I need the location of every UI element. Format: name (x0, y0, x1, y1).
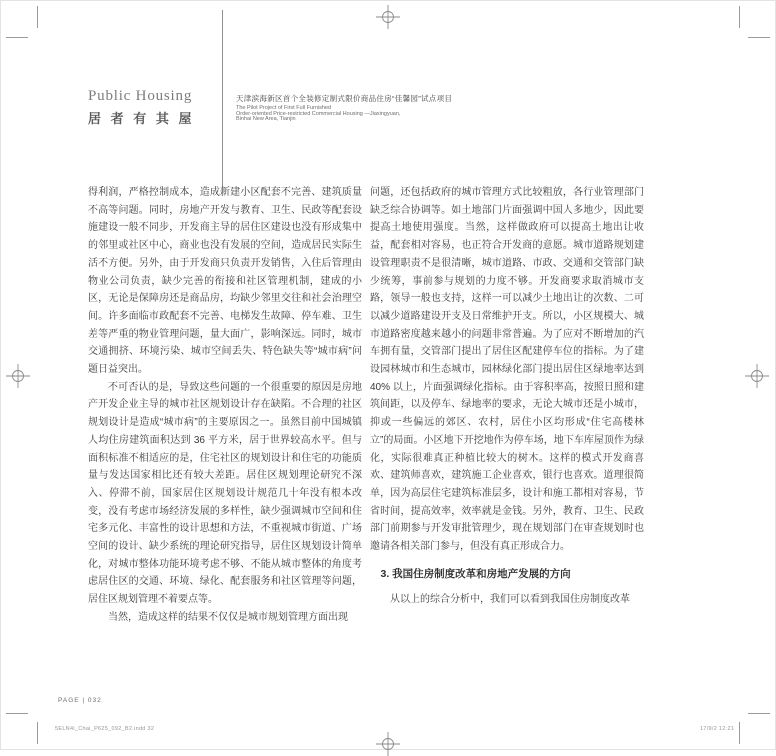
registration-mark-icon (6, 364, 30, 388)
crop-mark-top-left-h (6, 37, 28, 38)
body-paragraph: 不可否认的是，导致这些问题的一个很重要的原因是房地产开发企业主导的城市社区规划设计存在缺陷。不合理的社区规划设计是造成“城市病”的主要原因之一。虽然目前中国城镇人均住房建筑面积达到 36 平方米，居于世界较高水平。但与面积标准不相适应的是，住宅社区的规划设计和住宅的功能质量与发达国家相比还有较大差距。居住区规划理论研究不深入、停滞不前，国家居住区规划设计规范几十年没有根本改变，没有考虑市场经济发展的多样性，缺少强调城市空间和住宅多元化、丰富性的设计思想和方法，不重视城市街道、广场空间的设计、缺少系统的理论研究指导，居住区规划设计简单化，对城市整体功能环境考虑不够、不能从城市整体的角度考虑居住区的交通、环境、绿化、配套服务和社区管理等问题，居住区规划管理不着要点等。 (88, 381, 362, 606)
body-columns (88, 184, 644, 627)
body-paragraph: 得利润，严格控制成本，造成新建小区配套不完善、建筑质量不高等问题。同时，房地产开发与教育、卫生、民政等配套设施建设一般不同步，开发商主导的居住区建设也没有形成集中的邻里或社区中心，商业也没有发展的空间，造成居民实际生活不方便。另外，由于开发商只负责开发销售，入住后管理由物业公司负责，缺少完善的衔接和社区管理机制，建成的小区，无论是保障房还是商品房，均缺少邻里交往和社会治理空间。许多面临市政配套不完善、电梯发生故障、停车难、卫生差等严重的物业管理问题，量大面广，影响深远。同时，城市交通拥挤、环境污染、城市空间丢失、特色缺失等“城市病”问题日益突出。 (88, 187, 362, 376)
crop-mark-bottom-right-h (748, 713, 770, 714)
project-title-english-line: Order-oriented Price-restricted Commercial Housing —Jiaxingyuan, (236, 110, 401, 117)
registration-mark-icon (376, 732, 400, 756)
body-paragraph: 问题，还包括政府的城市管理方式比较粗放，各行业管理部门缺乏综合协调等。如土地部门片面强调中国人多地少，因此要提高土地使用强度。当然，这样做政府可以提高土地出让收益，配套相对容易，也正符合开发商的意愿。城市道路规划建设管理职责不是很清晰，城市道路、市政、交通和交管部门缺少统筹，事前参与规划的力度不够。开发商要求取消城市支路，领导一般也支持，这样一可以减少土地出让的次数、二可以减少道路建设开支及日常维护开支。所以，小区规模大、城市道路密度越来越小的问题非常普遍。为了应对不断增加的汽车拥有量，交管部门提出了居住区配建停车位的指标。为了建设园林城市和生态城市，园林绿化部门提出居住区绿地率达到 40% 以上，片面强调绿化指标。由于容积率高，按照日照和建筑间距，以及停车、绿地率的要求，无论大城市还是小城市，抑或一些偏远的郊区、农村，居住小区均形成“住宅高楼林立”的局面。小区地下开挖地作为停车场，地下车库屋顶作为绿化，实际很难真正种植比较大的树木。这样的模式开发商喜欢、建筑师喜欢，建筑施工企业喜欢，银行也喜欢。道理很简单，因为高层住宅建筑标准层多，设计和施工都相对容易，节省时间，提高效率，效率就是金钱。另外，教育、卫生、民政部门前期参与开发审批管理少，现在规划部门在审查规划时也邀请各相关部门参与，但没有真正形成合力。 (370, 187, 644, 553)
crop-mark-top-left-v (37, 6, 38, 28)
section-heading: 3. 我国住房制度改革和房地产发展的方向 (380, 567, 571, 580)
body-paragraph: 当然，造成这样的结果不仅仅是城市规划管理方面出现 (108, 611, 348, 623)
right-column (370, 184, 644, 627)
project-title-english (236, 106, 400, 123)
left-column (88, 184, 362, 627)
series-title-english: Public Housing (88, 88, 193, 104)
crop-mark-bottom-left-h (6, 713, 28, 714)
print-slug-timestamp: 17/9/2 12:21 (700, 726, 735, 732)
project-title-english-line: The Pilot Project of First Full Furnished (236, 105, 332, 111)
page-number-label: PAGE | 032 (58, 697, 102, 704)
print-slug-filename: 5ELN4i_Chai_P625_092_B2.indd 32 (55, 726, 155, 732)
crop-mark-bottom-left-v (37, 722, 38, 744)
series-title-chinese: 居 者 有 其 屋 (88, 111, 195, 126)
project-title-english-line: Binhai New Area, Tianjin (236, 116, 296, 123)
header-divider (222, 10, 223, 190)
crop-mark-bottom-right-v (739, 722, 740, 744)
registration-mark-icon (376, 5, 400, 29)
project-title-chinese: 天津滨海新区首个全装修定制式限价商品住房“佳馨园”试点项目 (236, 94, 453, 103)
registration-mark-icon (745, 364, 769, 388)
body-paragraph: 从以上的综合分析中，我们可以看到我国住房制度改革 (390, 594, 630, 606)
crop-mark-top-right-v (739, 6, 740, 28)
crop-mark-top-right-h (748, 37, 770, 38)
